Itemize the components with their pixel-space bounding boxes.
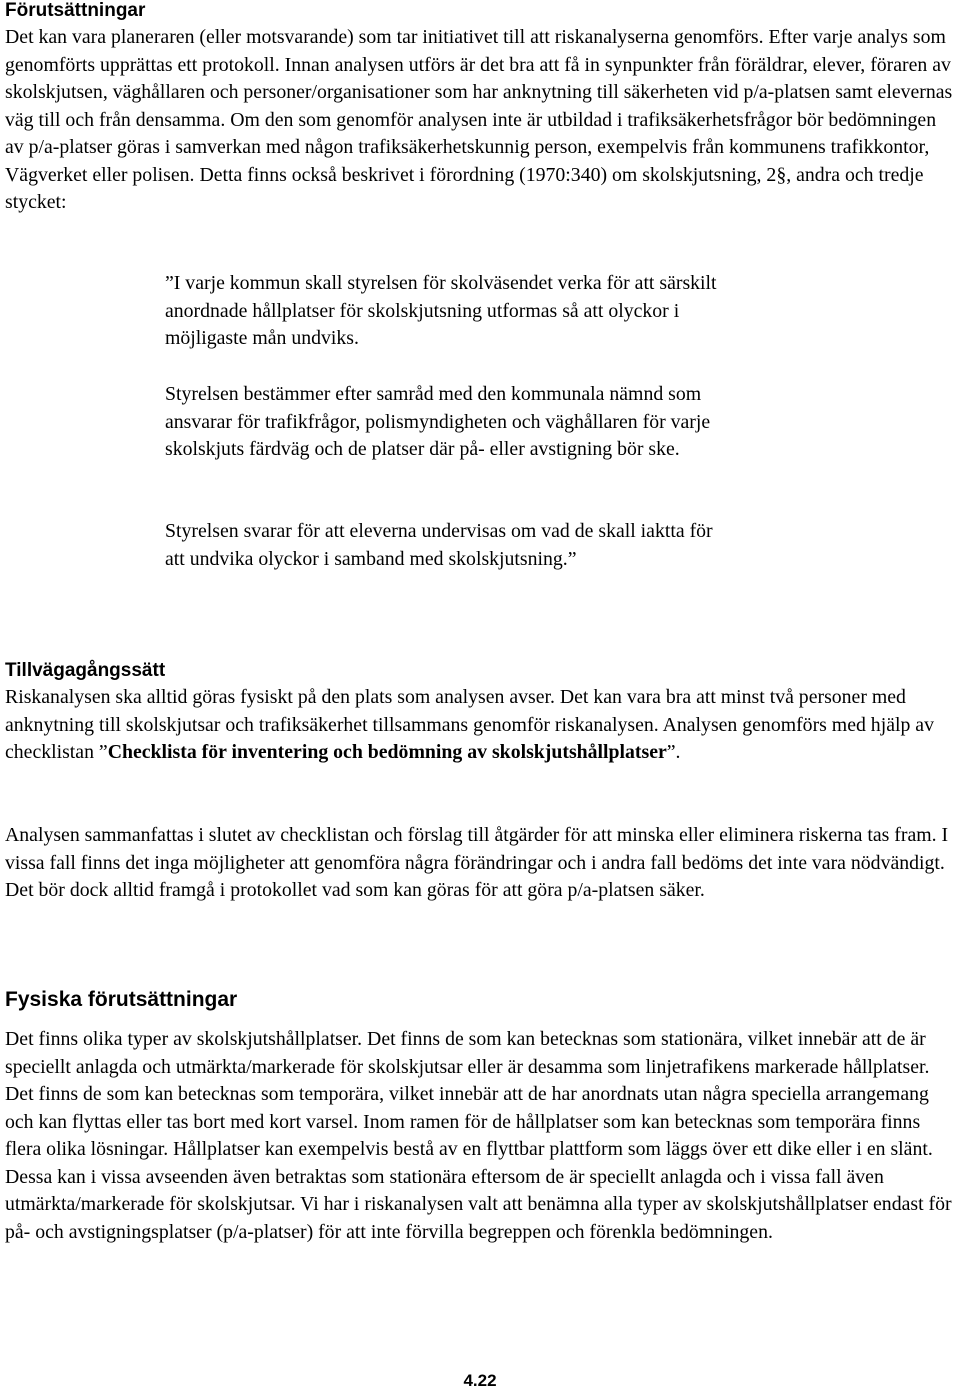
paragraph-text-end: ”. (666, 741, 681, 763)
paragraph-text-part1: Det kan vara planeraren (eller motsvarande) som tar initiativet till att riskanalyserna genomförs. Efter varje analys som genomförts upprättas ett protokoll. Innan analysen utförs är det bra att få in synpunkter från föräldrar, elever, föraren av skolskjutsen, väghållaren och personer/organisationer som har anknytning till säkerheten vid p/a-platsen samt elevernas väg till och från densamma. (5, 26, 953, 131)
section-heading-forutsattningar: Förutsättningar (5, 0, 146, 21)
page-number: 4.22 (463, 1371, 497, 1390)
paragraph-text-part2: Om den som genomför analysen inte är utbildad i trafiksäkerhetsfrågor bör bedömningen av p/a-platser göras i samverkan med någon trafiksäkerhetskunnig person, exempelvis från kommunens trafikkontor, Vägverket eller polisen. Detta finns också beskrivet i förordning (1970:340) om skolskjutsning, 2§, andra och tredje stycket: (5, 108, 937, 213)
paragraph-tillvagagangssatt-1 (5, 684, 955, 767)
quote-paragraph-2: Styrelsen bestämmer efter samråd med den kommunala nämnd som ansvarar för trafikfrågor, polismyndigheten och väghållaren för varje skolskjuts färdväg och de platser där på- eller avstigning bör ske. (165, 383, 711, 460)
section-heading-fysiska-forutsattningar: Fysiska förutsättningar (5, 988, 238, 1011)
paragraph-fysiska-forutsattningar: Det finns olika typer av skolskjutshållplatser. Det finns de som kan betecknas som stationära, vilket innebär att de är speciellt anlagda och utmärkta/markerade för skolskjutsar eller är desamma som linjetrafikens markerade hållplatser. Det finns de som kan betecknas som temporära, vilket innebär att de har anordnats utan några speciella arrangemang och kan flyttas eller tas bort med kort varsel. Inom ramen för de hållplatser som kan betecknas som temporära finns flera olika lösningar. Hållplatser kan exempelvis bestå av en flyttbar plattform som läggs över ett dike eller i en slänt. Dessa kan i vissa avseenden även betraktas som stationära eftersom de är speciellt anlagda och i vissa fall även utmärkta/markerade för skolskjutsar. Vi har i riskanalysen valt att benämna alla typer av skolskjutshållplatser endast för på- och avstigningsplatser (p/a-platser) för att inte förvilla begreppen och förenkla bedömningen. (5, 1028, 952, 1243)
paragraph-text: Riskanalysen ska alltid göras fysiskt på den plats som analysen avser. Det kan vara bra att minst två personer med anknytning till skolskjutsar och trafiksäkerhet tillsammans genomför riskanalysen. Analysen genomförs med hjälp av checklistan ” (5, 686, 934, 763)
paragraph-tillvagagangssatt-2: Analysen sammanfattas i slutet av checklistan och förslag till åtgärder för att minska eller eliminera riskerna tas fram. I vissa fall finns det inga möjligheter att genomföra några förändringar och i andra fall bedöms det inte vara nödvändigt. Det bör dock alltid framgå i protokollet vad som kan göras för att göra p/a-platsen säker. (5, 824, 949, 901)
section-heading-tillvagagangssatt: Tillvägagångssätt (5, 660, 166, 681)
quote-paragraph-3: Styrelsen svarar för att eleverna undervisas om vad de skall iaktta för att undvika olyckor i samband med skolskjutsning.” (165, 520, 713, 570)
checklist-title: Checklista för inventering och bedömning av skolskjutshållplatser (107, 741, 667, 763)
quote-paragraph-1: ”I varje kommun skall styrelsen för skolväsendet verka för att särskilt anordnade hållplatser för skolskjutsning utformas så att olyckor i möjligaste mån undviks. (165, 272, 717, 349)
paragraph-forutsattningar (5, 24, 955, 217)
